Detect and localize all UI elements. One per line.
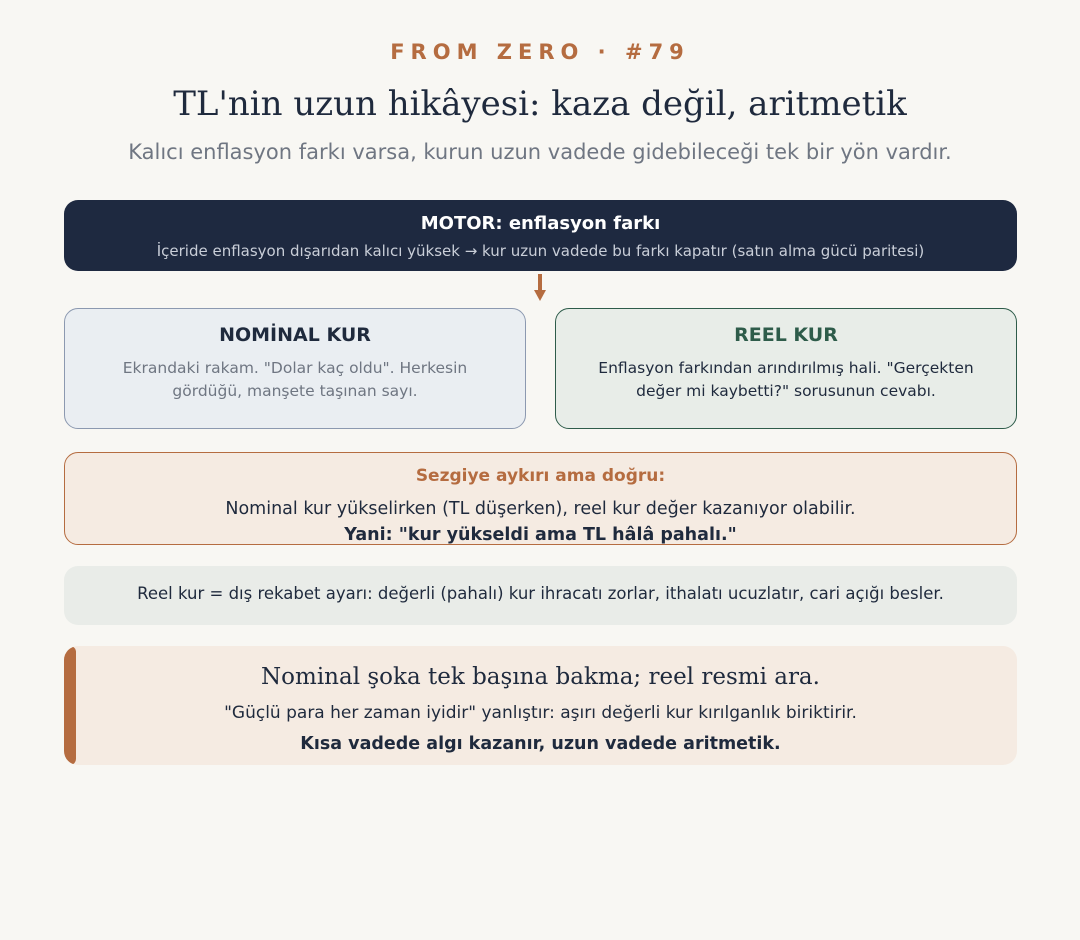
series-kicker: FROM ZERO · #79 bbox=[390, 40, 690, 64]
takeaway-box bbox=[64, 646, 1017, 765]
counterintuitive-title: Sezgiye aykırı ama doğru: bbox=[415, 466, 666, 486]
reel-kur-note bbox=[64, 566, 1017, 625]
counterintuitive-summary: Yani: "kur yükseldi ama TL hâlâ pahalı." bbox=[344, 525, 737, 545]
reel-kur-card bbox=[555, 308, 1017, 429]
page-subtitle: Kalıcı enflasyon farkı varsa, kurun uzun vadede gidebileceği tek bir yön vardır. bbox=[128, 140, 952, 164]
nominal-kur-card bbox=[64, 308, 526, 429]
takeaway-summary: Kısa vadede algı kazanır, uzun vadede aritmetik. bbox=[300, 734, 781, 754]
nominal-kur-title: NOMİNAL KUR bbox=[219, 324, 371, 346]
page-title: TL'nin uzun hikâyesi: kaza değil, aritmetik bbox=[173, 84, 907, 124]
reel-kur-text: Enflasyon farkından arındırılmış hali. "Gerçekten değer mi kaybetti?" sorusunun cevabı. bbox=[598, 359, 974, 400]
nominal-kur-text: Ekrandaki rakam. "Dolar kaç oldu". Herkesin gördüğü, manşete taşınan sayı. bbox=[122, 359, 468, 400]
reel-kur-title: REEL KUR bbox=[734, 324, 838, 346]
reel-kur-note-text: Reel kur = dış rekabet ayarı: değerli (pahalı) kur ihracatı zorlar, ithalatı ucuzlatır, cari açığı besler. bbox=[137, 584, 944, 603]
motor-text: İçeride enflasyon dışarıdan kalıcı yüksek → kur uzun vadede bu farkı kapatır (satın alma gücü paritesi) bbox=[156, 242, 925, 260]
motor-title: MOTOR: enflasyon farkı bbox=[420, 213, 661, 234]
counterintuitive-text: Nominal kur yükselirken (TL düşerken), reel kur değer kazanıyor olabilir. bbox=[225, 499, 856, 519]
takeaway-title: Nominal şoka tek başına bakma; reel resmi ara. bbox=[261, 664, 820, 690]
motor-box bbox=[64, 200, 1017, 271]
takeaway-text: "Güçlü para her zaman iyidir" yanlıştır: aşırı değerli kur kırılganlık biriktirir. bbox=[224, 703, 857, 723]
down-arrow-icon bbox=[534, 274, 546, 302]
counterintuitive-box bbox=[64, 452, 1017, 545]
